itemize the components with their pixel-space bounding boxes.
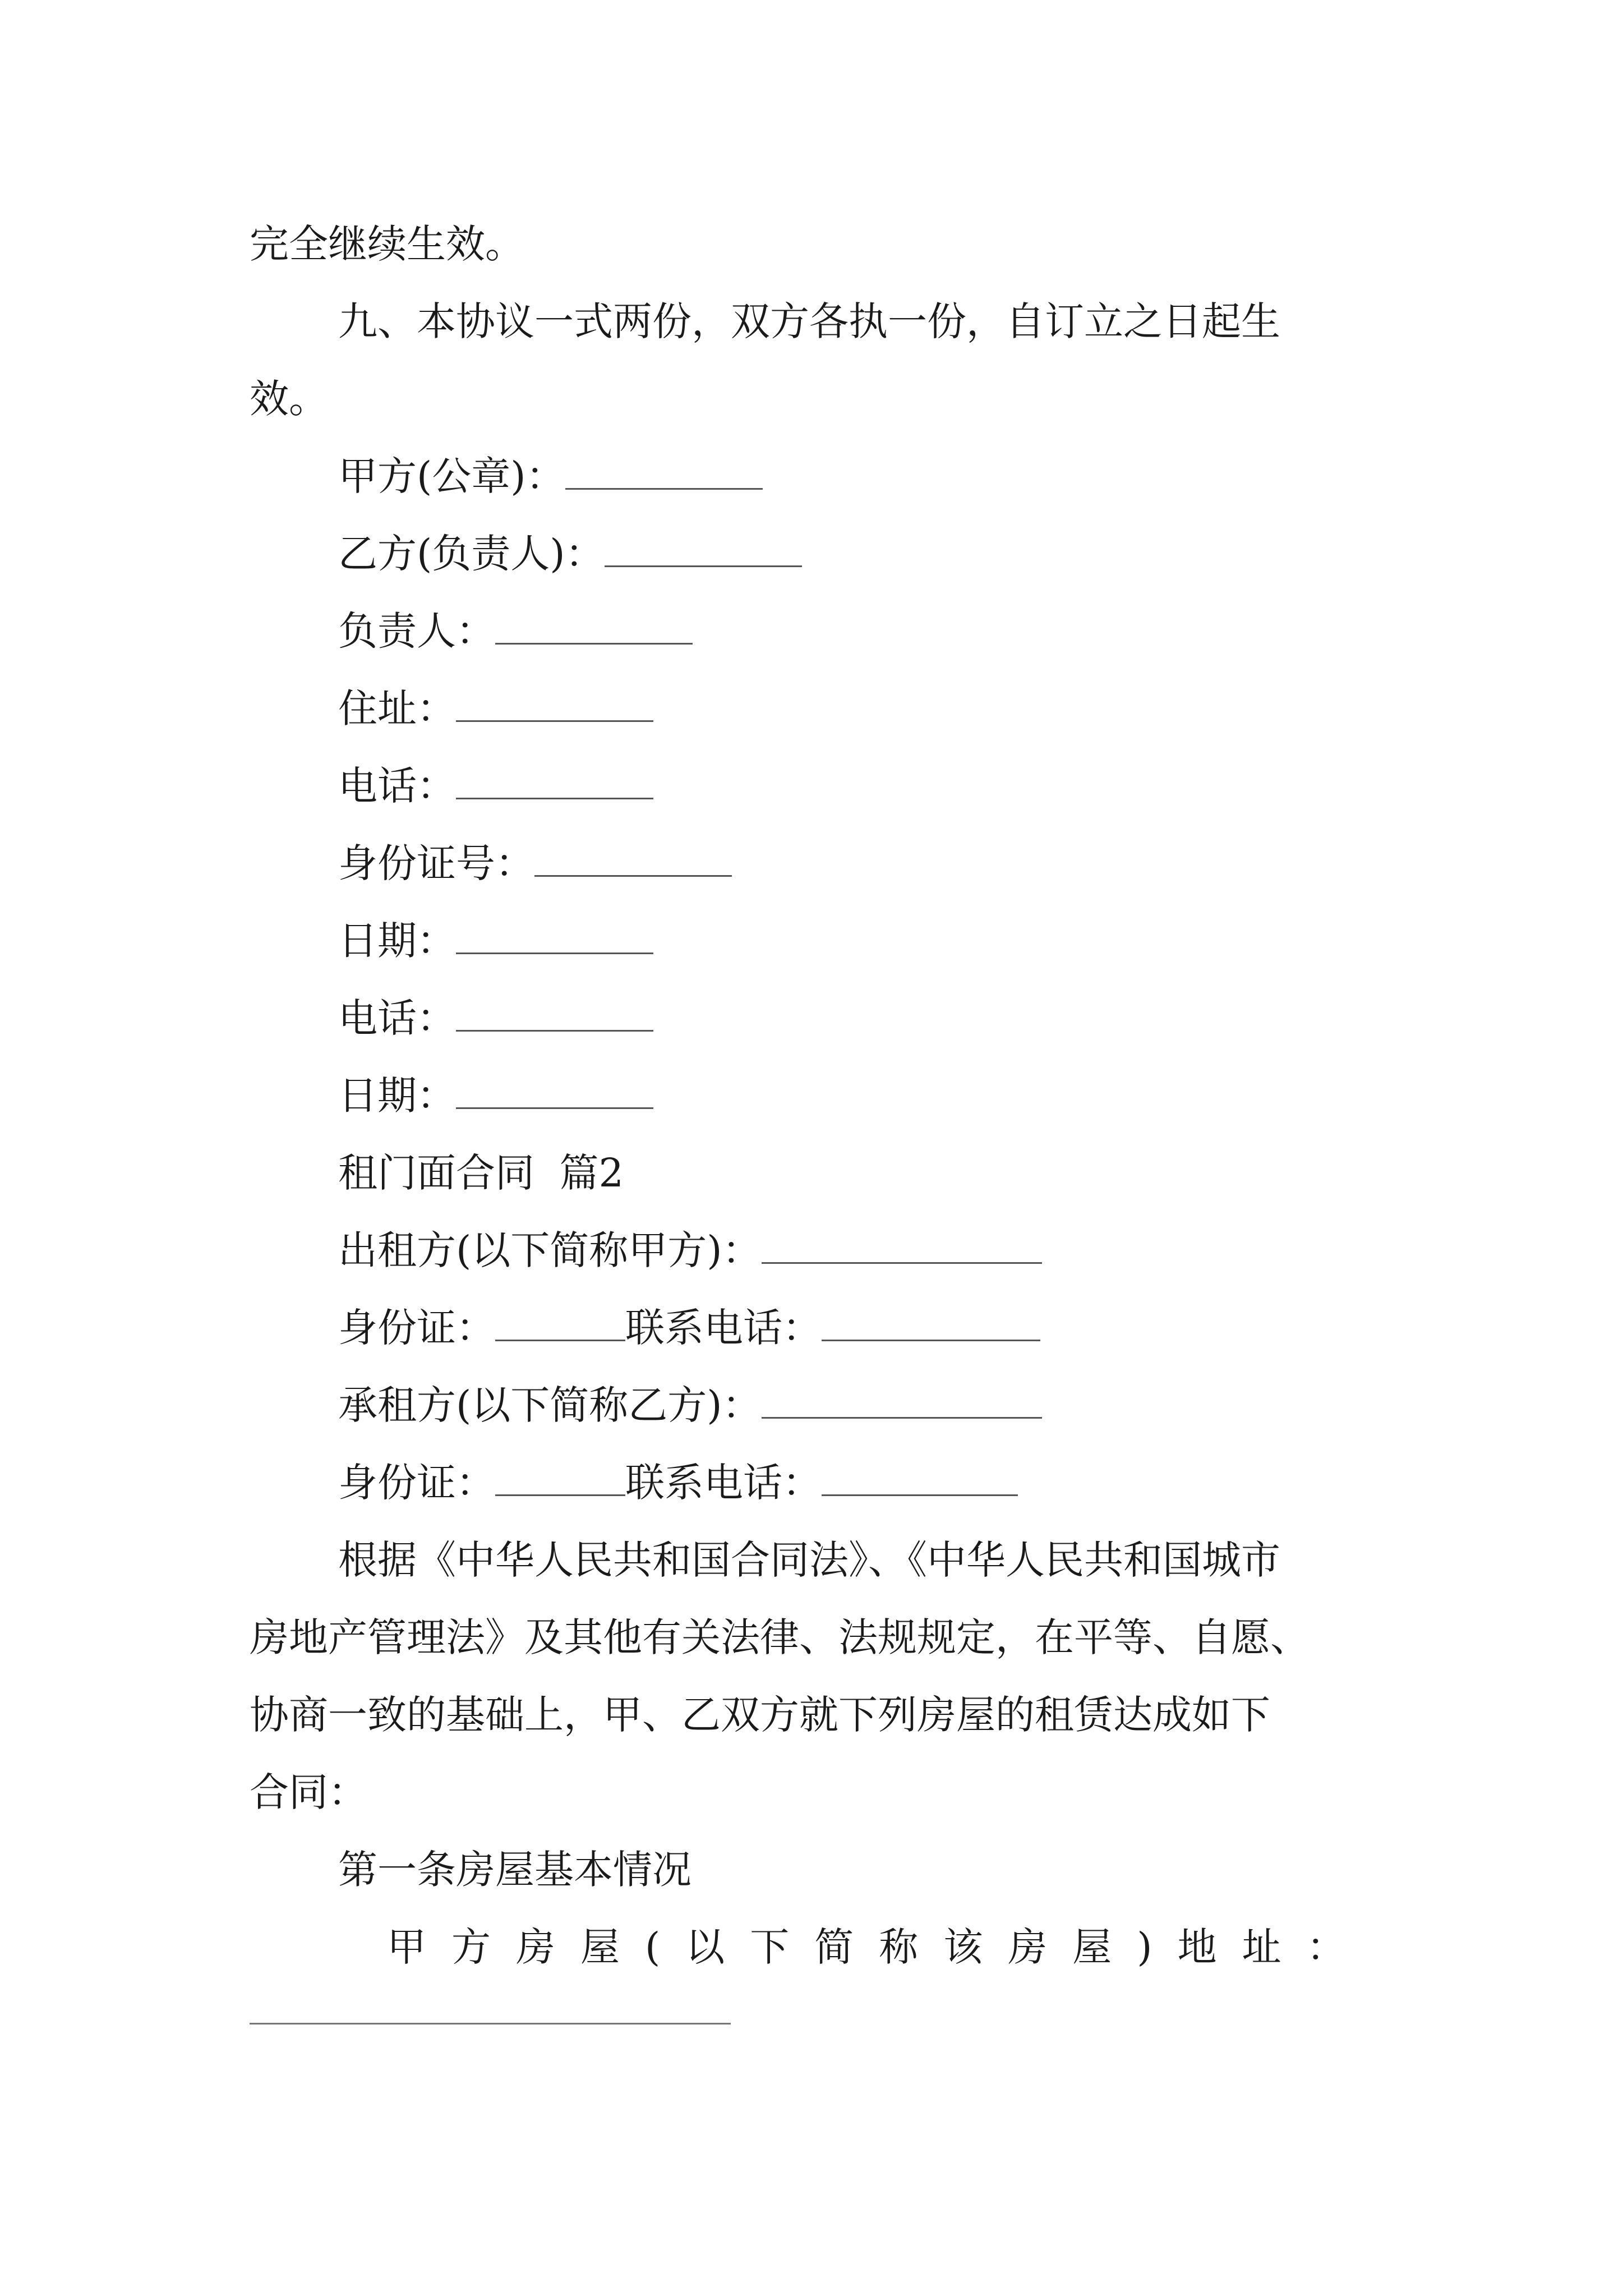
house-address-label: 甲方房屋(以下简称该房屋)地址：: [387, 1924, 1371, 1970]
id-number-field: [338, 835, 732, 891]
person-in-charge-field: [338, 603, 693, 659]
phone-label-2: 电话：: [338, 995, 456, 1041]
party-b-person-label: 乙方(负责人)：: [338, 531, 605, 577]
person-in-charge-blank: [495, 608, 693, 645]
id-number-label: 身份证号：: [338, 840, 534, 886]
lessor-label: 出租方(以下简称甲方)：: [338, 1227, 762, 1273]
id-card-label-2: 身份证：: [338, 1460, 495, 1506]
party-b-person-blank: [605, 531, 802, 567]
party-b-person-field: [338, 526, 802, 582]
phone-field-2: [338, 990, 653, 1046]
preamble-line-2: 房地产管理法》及其他有关法律、法规规定，在平等、自愿、: [250, 1614, 1310, 1660]
house-address-blank: [250, 2023, 731, 2024]
id-card-row-2: [338, 1455, 1018, 1511]
id-number-blank: [534, 840, 732, 877]
id-card-blank-2: [495, 1460, 625, 1496]
date-label-2: 日期：: [338, 1073, 456, 1119]
date-field-1: [338, 913, 653, 969]
person-in-charge-label: 负责人：: [338, 608, 495, 654]
id-card-blank-1: [495, 1305, 625, 1341]
date-blank-2: [456, 1073, 653, 1109]
date-label-1: 日期：: [338, 918, 456, 964]
address-blank: [456, 685, 653, 722]
date-field-2: [338, 1068, 653, 1124]
phone-blank-2: [456, 995, 653, 1032]
lessor-field: [338, 1222, 1042, 1278]
contact-phone-label-2: 联系电话：: [625, 1460, 822, 1506]
preamble-line-4: 合同：: [250, 1769, 367, 1815]
continuation-text: 完全继续生效。: [250, 221, 524, 267]
phone-label-1: 电话：: [338, 763, 456, 809]
clause-nine-line-1: 九、本协议一式两份，双方各执一份，自订立之日起生: [338, 298, 1280, 344]
article-one-title: 第一条房屋基本情况: [338, 1847, 691, 1893]
contact-phone-label-1: 联系电话：: [625, 1305, 822, 1351]
clause-nine-line-2: 效。: [250, 376, 328, 422]
preamble-line-3: 协商一致的基础上，甲、乙双方就下列房屋的租赁达成如下: [250, 1692, 1270, 1738]
party-a-seal-field: [338, 448, 763, 504]
id-card-row-1: [338, 1300, 1040, 1356]
party-a-seal-label: 甲方(公章)：: [338, 453, 565, 499]
preamble-line-1: 根据《中华人民共和国合同法》、《中华人民共和国城市: [338, 1537, 1280, 1583]
phone-field-1: [338, 758, 653, 814]
phone-blank-1: [456, 763, 653, 799]
contact-phone-blank-2: [822, 1460, 1018, 1496]
address-field: [338, 680, 653, 737]
party-a-seal-blank: [565, 453, 763, 490]
contract-heading: 租门面合同 篇2: [338, 1150, 624, 1196]
contact-phone-blank-1: [822, 1305, 1040, 1341]
address-label: 住址：: [338, 685, 456, 731]
lessee-blank: [762, 1382, 1042, 1419]
id-card-label-1: 身份证：: [338, 1305, 495, 1351]
lessor-blank: [762, 1227, 1042, 1264]
date-blank-1: [456, 918, 653, 954]
lessee-label: 承租方(以下简称乙方)：: [338, 1382, 762, 1428]
lessee-field: [338, 1377, 1042, 1433]
